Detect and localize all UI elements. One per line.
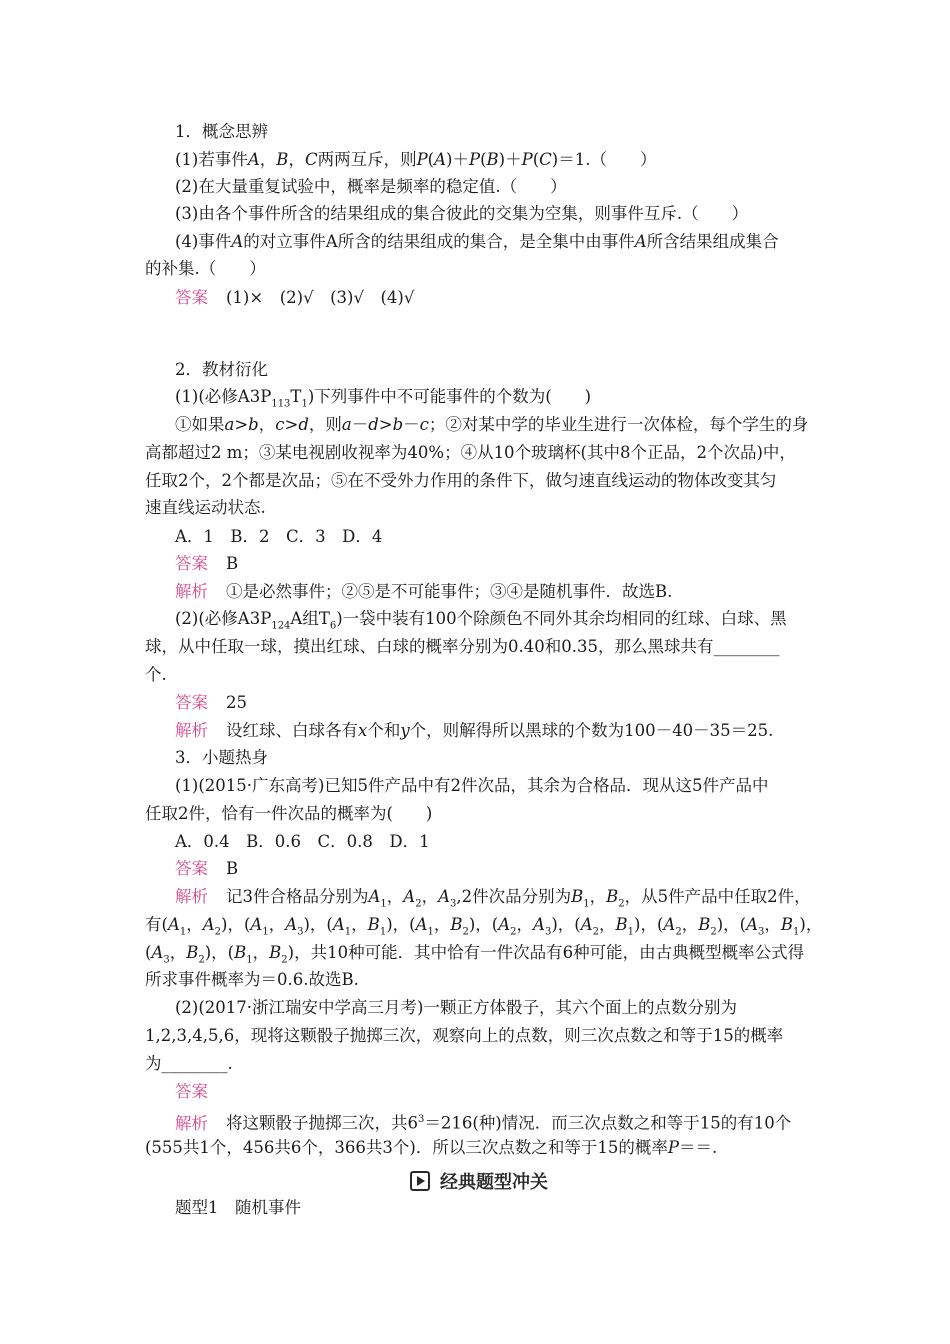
explanation-2-1: 解析 ①是必然事件；②⑤是不可能事件；③④是随机事件．故选B. bbox=[175, 582, 673, 601]
play-icon bbox=[410, 1171, 430, 1191]
problem-3-2: (2)(2017·浙江瑞安中学高三月考)一颗正方体骰子，其六个面上的点数分别为 bbox=[175, 998, 737, 1017]
answer-label: 答案 bbox=[175, 859, 208, 878]
answer-label: 答案 bbox=[175, 554, 208, 573]
section-banner bbox=[410, 1168, 548, 1194]
question-1-1: (1)若事件A，B，C两两互斥，则P(A)＋P(B)＋P(C)＝1.（ ） bbox=[175, 150, 657, 169]
question-1-2: (2)在大量重复试验中，概率是频率的稳定值.（ ） bbox=[175, 177, 567, 196]
explanation-3-1: 解析 记3件合格品分别为$A_1$，$A_2$，$A_3,2$件次品分别为$B_1$，$B_2$，从5件产品中任取2件， bbox=[175, 887, 811, 910]
answer-3-2 bbox=[175, 1081, 226, 1103]
answer-2-2: 答案 25 bbox=[175, 693, 247, 712]
section-title-concepts: 1．概念思辨 bbox=[175, 122, 268, 141]
answer-3-1: 答案 B bbox=[175, 859, 239, 878]
problem-3-2-line2: 1,2,3,4,5,6，现将这颗骰子抛掷三次，观察向上的点数，则三次点数之和等于15的概率 bbox=[145, 1026, 784, 1045]
answer-2-1: 答案 B bbox=[175, 554, 239, 573]
topic-heading: 题型1 随机事件 bbox=[175, 1198, 301, 1217]
question-1-4-cont: 的补集.（ ） bbox=[145, 259, 266, 278]
explanation-label: 解析 bbox=[175, 887, 208, 906]
problem-2-2-line3: 个. bbox=[145, 665, 167, 684]
problem-2-1-line1: ①如果a>b，c>d，则a－d>b－c；②对某中学的毕业生进行一次体检，每个学生的身 bbox=[175, 415, 809, 434]
explanation-3-1-line4: 所求事件概率为＝0.6.故选B. bbox=[145, 970, 359, 989]
section-title-warmup: 3．小题热身 bbox=[175, 748, 268, 767]
problem-2-1-line3: 任取2个，2个都是次品；⑤在不受外力作用的条件下，做匀速直线运动的物体改变其匀 bbox=[145, 471, 777, 490]
answer-1: 答案 (1)× (2)√ (3)√ (4)√ bbox=[175, 288, 415, 307]
banner-text: 经典题型冲关 bbox=[440, 1172, 548, 1193]
answer-label: 答案 bbox=[175, 1082, 208, 1101]
question-1-4: (4)事件A的对立事件A所含的结果组成的集合，是全集中由事件A所含结果组成集合 bbox=[175, 232, 779, 251]
explanation-label: 解析 bbox=[175, 582, 208, 601]
question-1-3: (3)由各个事件所含的结果组成的集合彼此的交集为空集，则事件互斥.（ ） bbox=[175, 204, 749, 223]
explanation-3-2: 解析 将这颗骰子抛掷三次，共$6^3=216$(种)情况．而三次点数之和等于15的有10个 bbox=[175, 1113, 792, 1133]
explanation-label: 解析 bbox=[175, 1113, 208, 1133]
options-3-1: A．0.4 B．0.6 C．0.8 D．1 bbox=[175, 832, 430, 851]
problem-2-1: (1)(必修$A3P_{113}T_1$)下列事件中不可能事件的个数为( ) bbox=[175, 387, 592, 410]
options-2-1: A．1 B．2 C．3 D．4 bbox=[175, 527, 383, 546]
problem-3-1-line2: 任取2件，恰有一件次品的概率为( ) bbox=[145, 804, 433, 823]
problem-2-1-line2: 高都超过2 m；③某电视剧收视率为40%；④从10个玻璃杯(其中8个正品，2个次品)中， bbox=[145, 443, 796, 462]
explanation-2-2: 解析 设红球、白球各有x个和y个，则解得所以黑球的个数为100－40－35＝25. bbox=[175, 721, 774, 740]
explanation-3-1-line3: ($A_3$，$B_2$)，($B_1$，$B_2$)，共10种可能．其中恰有一件次品有6种可能，由古典概型概率公式得 bbox=[145, 943, 805, 966]
answer-label: 答案 bbox=[175, 693, 208, 712]
problem-2-2-line2: 球，从中任取一球，摸出红球、白球的概率分别为0.40和0.35，那么黑球共有________ bbox=[145, 637, 780, 656]
problem-3-2-line3: 为________. bbox=[145, 1054, 233, 1073]
problem-2-2: (2)(必修$A3P_{124}A$组$T_6$)一袋中装有100个除颜色不同外其余均相同的红球、白球、黑 bbox=[175, 609, 787, 632]
problem-2-1-line4: 速直线运动状态. bbox=[145, 498, 266, 517]
explanation-label: 解析 bbox=[175, 721, 208, 740]
section-title-textbook: 2．教材衍化 bbox=[175, 360, 268, 379]
explanation-3-1-line2: 有($A_1$，$A_2$)，($A_1$，$A_3$)，($A_1$，$B_1$)，($A_1$，$B_2$)，($A_2$，$A_3$)，($A_2$，$B_1$)，($A_2$，$B_2$)，($A_3$，$B_1$)， bbox=[145, 915, 823, 938]
explanation-3-2-line2: (555共1个，456共6个，366共3个)．所以三次点数之和等于15的概率P＝＝. bbox=[145, 1138, 718, 1157]
answer-label: 答案 bbox=[175, 288, 208, 307]
problem-3-1: (1)(2015·广东高考)已知5件产品中有2件次品，其余为合格品．现从这5件产品中 bbox=[175, 776, 769, 795]
